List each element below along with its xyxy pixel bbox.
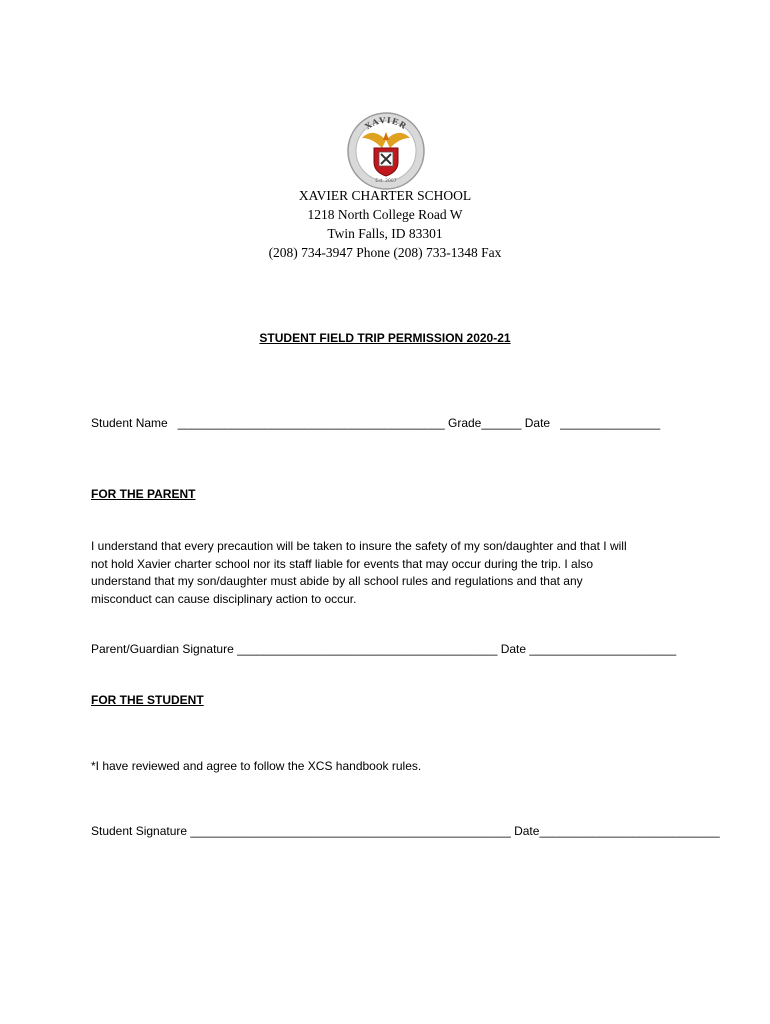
logo-est: Est. 2007: [375, 179, 397, 184]
grade-label: Grade: [444, 416, 482, 430]
parent-signature-line: [91, 642, 676, 656]
parent-consent-paragraph: [91, 538, 681, 608]
paragraph-line: not hold Xavier charter school nor its staff liable for events that may occur during the trip. I also: [91, 556, 594, 571]
student-signature-line: [91, 824, 720, 838]
student-name-field[interactable]: ________________________________________: [177, 416, 445, 430]
student-agreement: *I have reviewed and agree to follow the XCS handbook rules.: [91, 759, 422, 773]
student-section-heading: FOR THE STUDENT: [91, 693, 204, 707]
student-signature-field[interactable]: ________________________________________________: [190, 824, 511, 838]
paragraph-line: understand that my son/daughter must abide by all school rules and regulations and that any: [91, 574, 583, 588]
logo-arc-top: XAVIER: [362, 114, 410, 132]
parent-signature-label: Parent/Guardian Signature: [91, 642, 238, 656]
paragraph-line: I understand that every precaution will be taken to insure the safety of my son/daughter and that I will: [91, 539, 627, 553]
school-name: XAVIER CHARTER SCHOOL: [298, 188, 472, 203]
date-field[interactable]: _______________: [560, 416, 661, 430]
grade-field[interactable]: ______: [481, 416, 522, 430]
student-signature-label: Student Signature: [91, 824, 191, 838]
school-phone-fax: (208) 734-3947 Phone (208) 733-1348 Fax: [268, 245, 502, 260]
student-info-line: [91, 416, 660, 430]
school-logo: [346, 110, 426, 192]
school-address-line2: Twin Falls, ID 83301: [327, 226, 443, 241]
form-title: STUDENT FIELD TRIP PERMISSION 2020-21: [259, 331, 511, 345]
parent-date-field[interactable]: ______________________: [529, 642, 677, 656]
parent-date-label: Date: [497, 642, 530, 656]
student-name-label: Student Name: [91, 416, 178, 430]
date-label: Date: [521, 416, 561, 430]
student-date-field[interactable]: ___________________________: [539, 824, 720, 838]
parent-signature-field[interactable]: _______________________________________: [237, 642, 498, 656]
student-date-label: Date: [510, 824, 540, 838]
paragraph-line: misconduct can cause disciplinary action to occur.: [91, 591, 357, 606]
parent-section-heading: FOR THE PARENT: [91, 487, 196, 501]
school-address-line1: 1218 North College Road W: [307, 207, 463, 222]
